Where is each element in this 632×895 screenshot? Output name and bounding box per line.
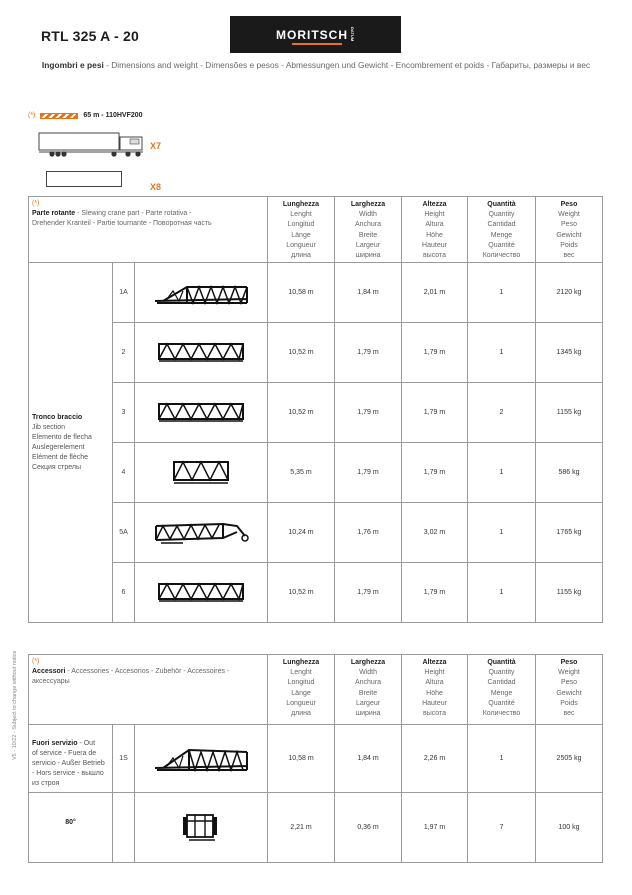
jib-tip-icon (135, 263, 268, 323)
jib-section-icon (135, 563, 268, 623)
section1-desc2: Drehender Kranteil - Partie tournante - Поворотная часть (32, 220, 212, 227)
table-row: Fuori servizio - Out of service - Fuera de servicio - Außer Betrieb - Hors service - вышло из строя 1S 10,58 m 1,84 m 2,26 m 1 2505 kg (29, 725, 603, 793)
subtitle-rest: - Dimensions and weight - Dimensões e pesos - Abmessungen und Gewicht - Encombrement et poids - Габариты, размеры и вес (103, 60, 591, 70)
table-row: 2 10,52 m 1,79 m 1,79 m 1 1345 kg (29, 323, 603, 383)
header-height: Altezza Height Altura Höhe Hauteur высота (402, 197, 468, 263)
logo-text: MORITSCH (276, 27, 348, 42)
section1-header (29, 197, 268, 263)
jib-root-icon (135, 503, 268, 563)
section1-title: Parte rotante (32, 210, 76, 217)
jib-out-of-service-icon (135, 725, 268, 793)
section2-header (29, 655, 268, 725)
header-weight: Peso Weight Peso Gewicht Poids вес (536, 197, 603, 263)
transport-info (28, 112, 143, 119)
row-code: 1A (113, 263, 135, 323)
header-width: Larghezza Width Anchura Breite Largeur ширина (335, 197, 402, 263)
frame-accessory-icon (135, 793, 268, 863)
header-quantity: Quantità Quantity Cantidad Menge Quantité Количество (468, 655, 536, 725)
table-row: Tronco braccio Jib section Elemento de flecha Auslegerelement Elément de flèche Секция стрелы 1A 10,58 m 1,84 m 2,01 m 1 2120 kg (29, 263, 603, 323)
section2-desc1: - Accessories - Accesorios - Zubehör - Accessoires - аксессуары (32, 668, 230, 685)
jib-section-icon (135, 383, 268, 443)
jib-short-section-icon (135, 443, 268, 503)
transport-marker: (*) (28, 112, 36, 119)
brand-logo (230, 16, 401, 53)
group-cell: Tronco braccio Jib section Elemento de flecha Auslegerelement Elément de flèche Секция стрелы (29, 263, 113, 623)
header-height: Altezza Height Altura Höhe Hauteur высота (402, 655, 468, 725)
section1-desc1: - Slewing crane part - Parte rotativa - (75, 210, 192, 217)
side-note: V5 - 10/22 - Subject to change without notice (12, 650, 18, 760)
table-row: 3 10,52 m 1,79 m 1,79 m 2 1155 kg (29, 383, 603, 443)
truck-count: X7 (150, 141, 162, 151)
subtitle (0, 60, 632, 70)
logo-subtext: DATUM (350, 27, 355, 42)
table-row: 4 5,35 m 1,79 m 1,79 m 1 586 kg (29, 443, 603, 503)
section2-title: Accessori (32, 668, 66, 675)
table-row: 5A 10,24 m 1,76 m 3,02 m 1 1765 kg (29, 503, 603, 563)
header-length: Lunghezza Lenght Longitud Länge Longueur длина (268, 197, 335, 263)
table-row: 6 10,52 m 1,79 m 1,79 m 1 1155 kg (29, 563, 603, 623)
table-row: 80° 2,21 m 0,36 m 1,97 m 7 100 kg (29, 793, 603, 863)
header-quantity: Quantità Quantity Cantidad Menge Quantité Количество (468, 197, 536, 263)
header-width: Larghezza Width Anchura Breite Largeur ширина (335, 655, 402, 725)
hazard-stripes-icon (40, 113, 78, 119)
group-cell: Fuori servizio - Out of service - Fuera de servicio - Außer Betrieb - Hors service - вышло из строя (29, 725, 113, 793)
truck-icon (38, 131, 146, 159)
subtitle-bold: Ingombri e pesi (41, 60, 104, 70)
flatbed-icon (46, 171, 122, 187)
header-weight: Peso Weight Peso Gewicht Poids вес (536, 655, 603, 725)
section1-marker: (*) (32, 200, 40, 207)
section1-table (28, 196, 603, 623)
flatbed-count: X8 (150, 182, 162, 192)
header-length: Lunghezza Lenght Longitud Länge Longueur длина (268, 655, 335, 725)
transport-label: 65 m - 110HVF200 (83, 112, 143, 119)
angle-label: 80° (29, 793, 113, 863)
page-title: RTL 325 A - 20 (41, 28, 139, 44)
section2-marker: (*) (32, 658, 40, 665)
jib-section-icon (135, 323, 268, 383)
section2-table (28, 654, 603, 863)
